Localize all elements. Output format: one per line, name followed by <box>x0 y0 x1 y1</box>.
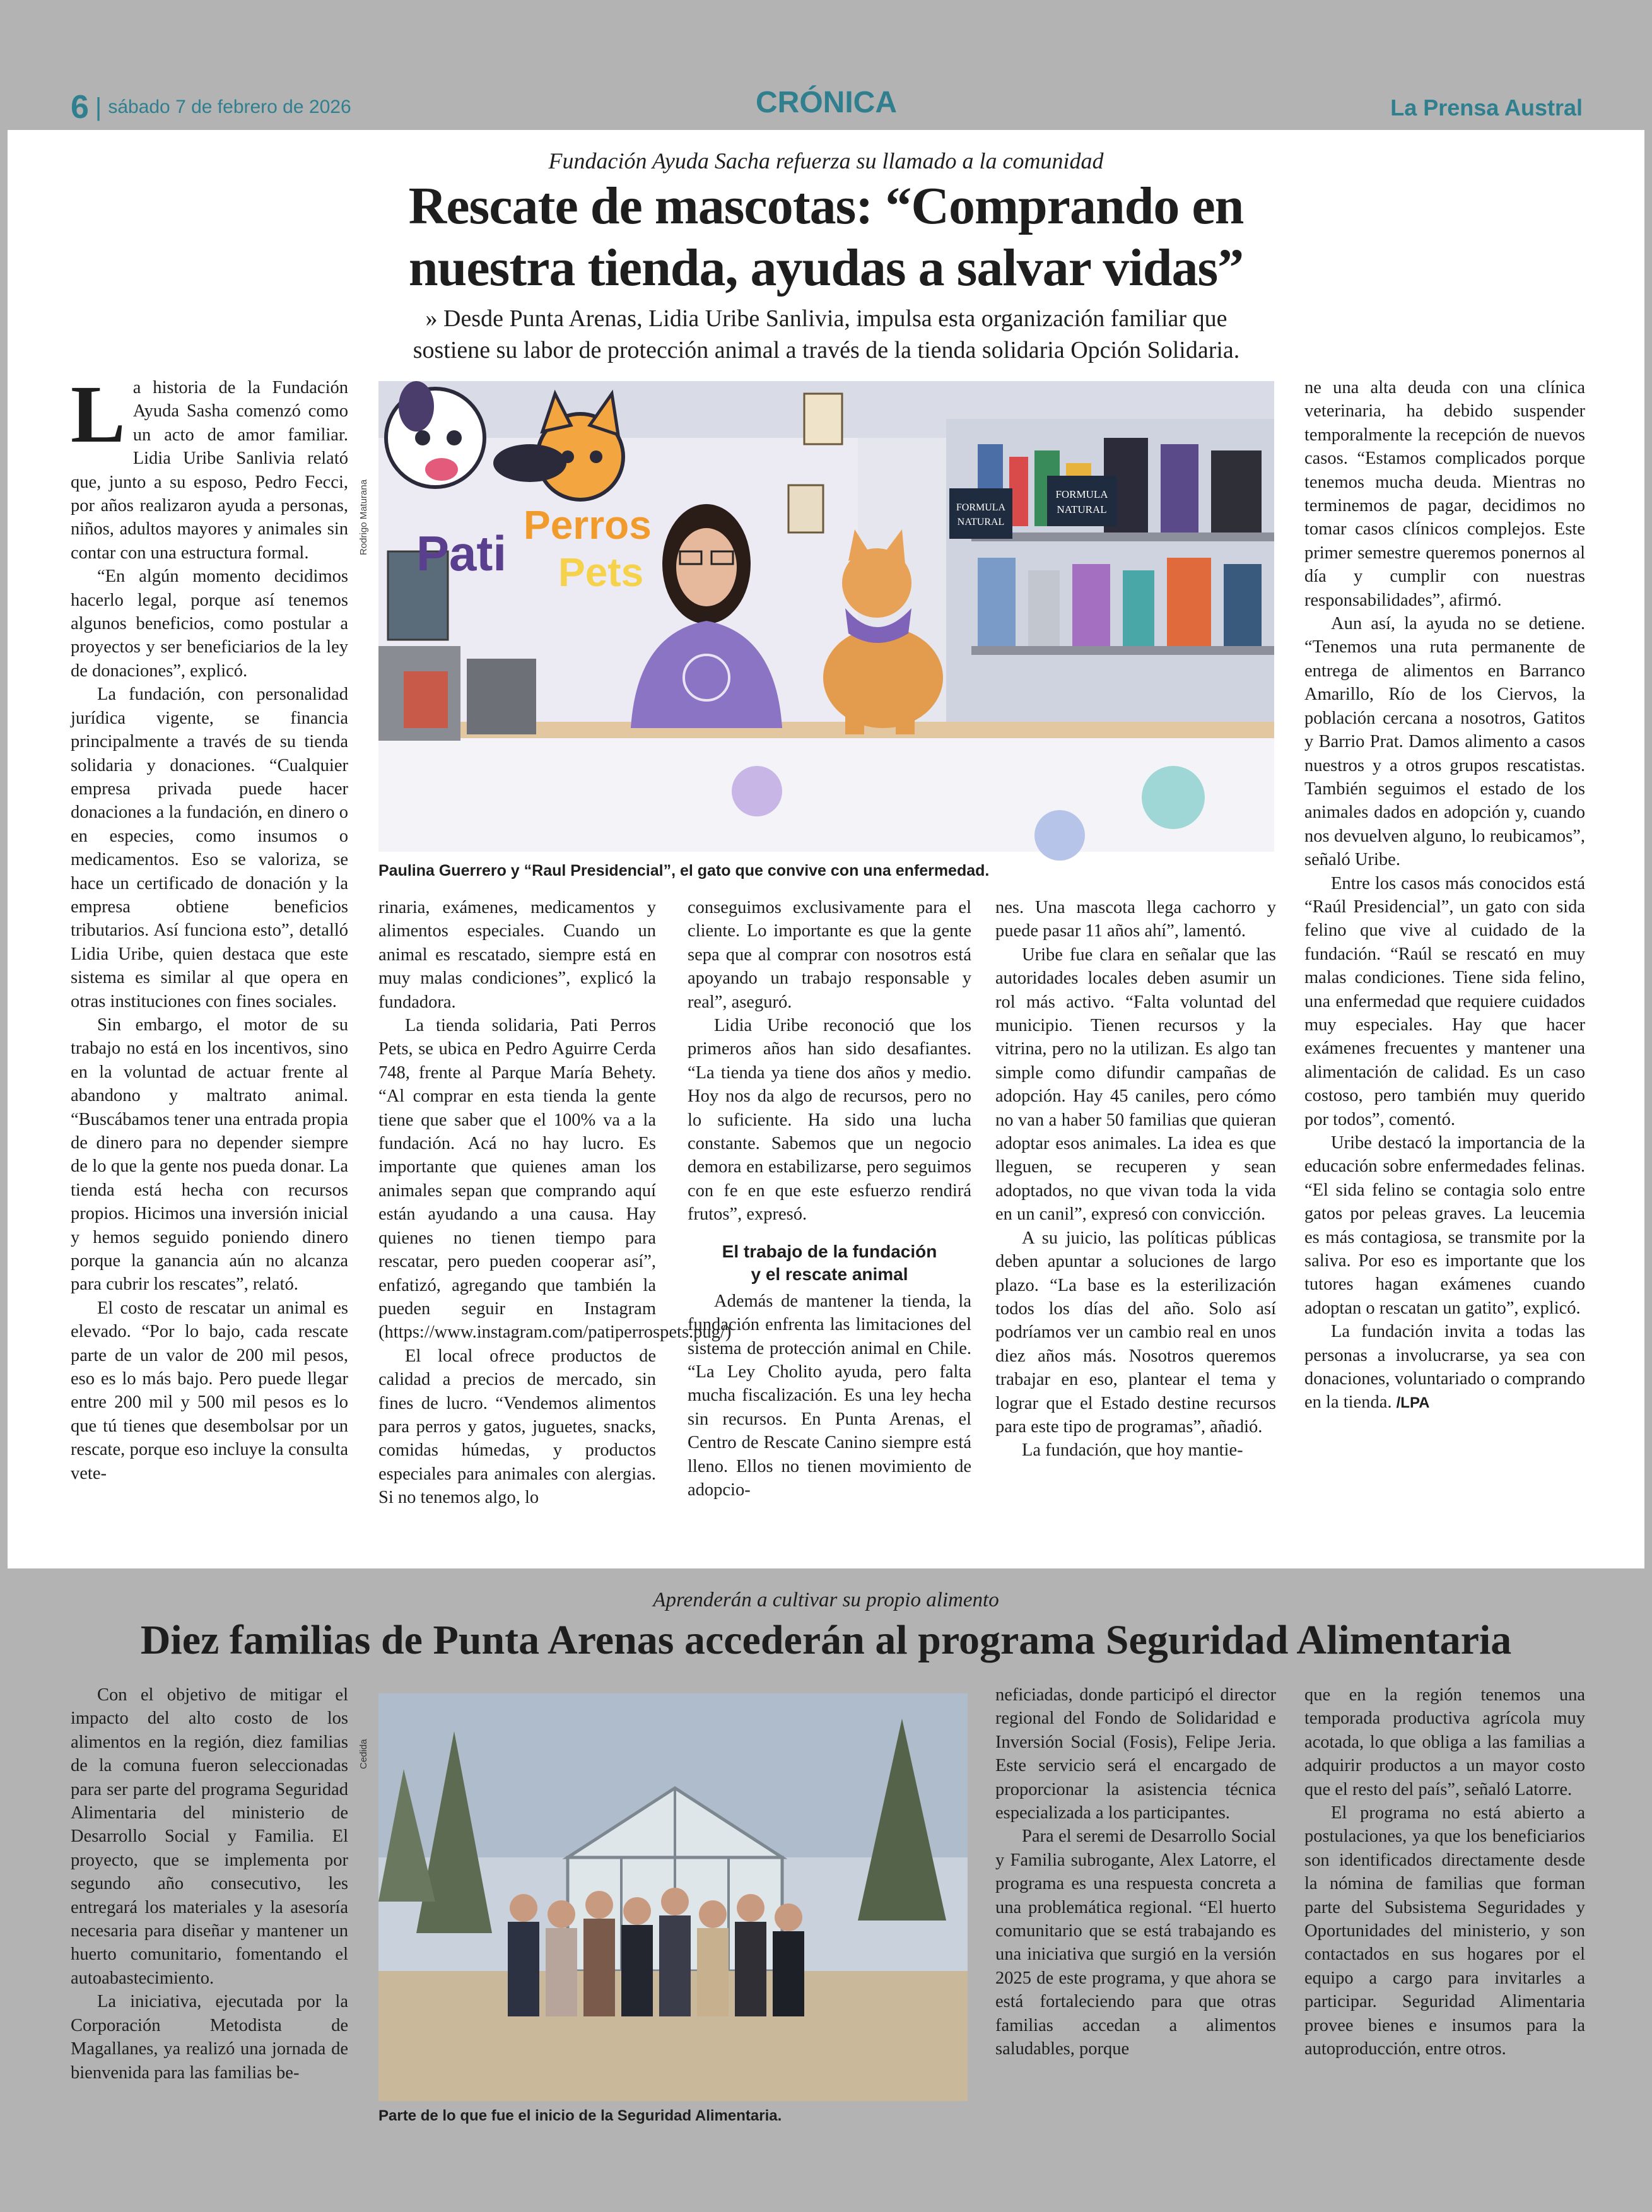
paragraph: Para el seremi de Desarrollo Social y Familia subrogante, Alex Latorre, el programa es una respuesta concreta a una problemática regional. “El huerto comunitario que se está trabajando es una iniciativa que surgió en la versión 2025 de este programa, y que ahora se está fortaleciendo para que otras familias accedan a alimentos saludables, porque <box>995 1827 1276 2059</box>
paragraph <box>71 369 348 565</box>
paragraph: neficiadas, donde participó el director regional del Fondo de Solidaridad e Inversión Social (Fosis), Felipe Jeria. Este servicio será el encargado de proporcionar la asistencia técnica especializada a los participantes. <box>995 1685 1276 1823</box>
subheading-line: y el rescate animal <box>751 1264 908 1284</box>
product-label: NATURAL <box>957 517 1005 527</box>
page-number: 6 <box>71 89 89 126</box>
paragraph-text: a historia de la Fundación Ayuda Sasha comenzó como un acto de amor familiar. Lidia Uribe Sanlivia relató que, junto a su esposo, Pedro Fecci, por años realizaron ayuda a personas, niños, adultos mayores y animales sin contar con una estructura formal. <box>71 378 348 563</box>
paragraph: que en la región tenemos una temporada productiva agrícola muy acotada, lo que obliga a las familias a adquirir productos a un mayor costo que el resto del país”, señaló Latorre. <box>1304 1685 1585 1799</box>
article2-column-1 <box>71 1683 348 2125</box>
article2-kicker: Aprenderán a cultivar su propio alimento <box>653 1589 999 1611</box>
headline-line-2: nuestra tienda, ayudas a salvar vidas” <box>408 238 1244 297</box>
photo-credit: Rodrigo Maturana <box>358 479 369 555</box>
paragraph: El costo de rescatar un animal es elevado. “Por lo bajo, cada rescate parte de un valor de 200 mil pesos, eso es lo más bajo. Pero puede llegar entre 200 mil y 500 mil pesos es lo que tú tienes que desembolsar por un rescate, porque eso incluye la consulta vete- <box>71 1298 348 1483</box>
paragraph-text: La fundación invita a todas las personas a involucrarse, ya sea con donaciones, voluntariado o comprando en la tienda. <box>1304 1322 1585 1413</box>
article2-column-3 <box>1304 1683 1585 2125</box>
paragraph: El local ofrece productos de calidad a precios de mercado, sin fines de lucro. “Vendemos alimentos para perros y gatos, juguetes, snacks, comidas húmedas, y productos especiales para animales con alergias. Si no tenemos algo, lo <box>378 1346 656 1508</box>
paragraph: La iniciativa, ejecutada por la Corporación Metodista de Magallanes, ya realizó una jornada de bienvenida para las familias be- <box>71 1992 348 2083</box>
paragraph: Sin embargo, el motor de su trabajo no está en los incentivos, sino en la voluntad de actuar frente al abandono y maltrato animal. “Buscábamos tener una entrada propia de dinero para no depender siempre de lo que la gente nos pueda donar. La tienda está hecha con recursos propios. Hicimos una inversión inicial y hemos seguido poniendo dinero porque la ganancia aún no alcanza para cubrir los rescates”, relató. <box>71 1015 348 1295</box>
article1-column-2 <box>378 896 732 1565</box>
article2-photo <box>378 1693 968 2101</box>
article1-photo <box>378 381 1274 852</box>
drop-cap: L <box>71 369 126 460</box>
logo-text: Pets <box>558 550 644 595</box>
paragraph: Con el objetivo de mitigar el impacto del alto costo de los alimentos en la región, diez familias de la comuna fueron seleccionadas para ser parte del programa Seguridad Alimentaria del ministerio de Desarrollo Social y Familia. El proyecto, que se implementa por segundo año consecutivo, les entregará los materiales y la asesoría necesaria para diseñar y mantener un huerto comunitario, fomentando el autoabastecimiento. <box>71 1685 348 1988</box>
photo-credit: Cedida <box>358 1739 369 1769</box>
paragraph: Además de mantener la tienda, la fundación enfrenta las limitaciones del sistema de protección animal en Chile. “La Ley Cholito ayuda, pero falta mucha fiscalización. Es una ley hecha sin recursos. En Punta Arenas, el Centro de Rescate Canino siempre está lleno. Ellos no tienen movimiento de adopcio- <box>688 1291 971 1500</box>
shop-photo <box>378 381 1274 852</box>
article1-lead <box>189 303 1463 366</box>
logo-text: Perros <box>524 502 652 548</box>
article1-kicker: Fundación Ayuda Sacha refuerza su llamado a la comunidad <box>548 148 1104 174</box>
paragraph: “En algún momento decidimos hacerlo legal, porque así tenemos algunos beneficios, como postular a proyectos y ser beneficiarios de la ley de donaciones”, explicó. <box>71 567 348 681</box>
paragraph: rinaria, exámenes, medicamentos y alimentos especiales. Cuando un animal es rescatado, siempre está en muy malas condiciones”, explicó la fundadora. <box>378 898 656 1012</box>
page-header-left <box>71 88 351 126</box>
logo-text: Pati <box>416 526 507 581</box>
publication-name: La Prensa Austral <box>1390 95 1583 121</box>
paragraph: A su juicio, las políticas públicas deben apuntar a soluciones de largo plazo. “La base es la esterilización todos los días del año. Solo así podríamos ver un cambio real en unos diez años más. Nosotros queremos trabajar en eso, plantear el tema y lograr que el Estado destine recursos para este tipo de programas”, añadió. <box>995 1228 1276 1437</box>
subheading <box>688 1240 971 1286</box>
headline-line-1: Rescate de mascotas: “Comprando en <box>408 177 1244 235</box>
paragraph: ne una alta deuda con una clínica veterinaria, ha debido suspender temporalmente la recepción de nuevos casos. “Estamos complicados porque tenemos mucha deuda. Mientras no terminemos de pagar, decidimos no tomar casos clínicos complejos. Este primer semestre queremos ponernos al día y cumplir con nuestras responsabilidades”, afirmó. <box>1304 378 1585 610</box>
header-separator: | <box>95 93 102 121</box>
article1-column-3 <box>688 896 971 1565</box>
paragraph: El programa no está abierto a postulaciones, ya que los beneficiarios son identificados directamente desde la nómina de familias que forman parte del Subsistema Seguridades y Oportunidades del ministerio, y son contactados en sus hogares por el equipo a cargo para invitarles a participar. Seguridad Alimentaria provee bienes e insumos para la autoproducción, entre otros. <box>1304 1803 1585 2059</box>
paragraph: Entre los casos más conocidos está “Raúl Presidencial”, un gato con sida felino que vive al cuidado de la fundación. “Raúl se rescató en muy malas condiciones. Tiene sida felino, una enfermedad que requiere cuidados muy especiales. Hay que hacer exámenes frecuentes y mantener una alimentación de calidad. Es un caso costoso, pero también muy querido por todos”, comentó. <box>1304 873 1585 1129</box>
paragraph: Aun así, la ayuda no se detiene. “Tenemos una ruta permanente de entrega de alimentos en Barranco Amarillo, Río de los Ciervos, la población cercana a nosotros, Gatitos y Barrio Prat. Damos alimento a casos nuestros y a otros grupos rescatistas. También seguimos el estado de los animales dados en adopción y, cuando nos devuelven alguno, lo reubicamos”, señaló Uribe. <box>1304 614 1585 870</box>
article2-headline: Diez familias de Punta Arenas accederán al programa Seguridad Alimentaria <box>140 1617 1512 1663</box>
lead-line-1: » Desde Punta Arenas, Lidia Uribe Sanlivia, impulsa esta organización familiar que <box>425 305 1227 332</box>
paragraph: La tienda solidaria, Pati Perros Pets, se ubica en Pedro Aguirre Cerda 748, frente al Parque María Behety. “Al comprar en esta tienda la gente tiene que saber que el 100% va a la fundación. Acá no hay lucro. Es importante que quienes aman los animales sepan que comprando aquí están ayudando a una causa. Hay quienes no tienen tiempo para rescatar, pero pueden cooperar así”, enfatizó, agregando que también la pueden seguir en Instagram (https://www.instagram.com/patiperrospets.pug/) <box>378 1016 732 1343</box>
paragraph: Uribe destacó la importancia de la educación sobre enfermedades felinas. “El sida felino se contagia solo entre gatos por peleas graves. La leucemia es más contagiosa, se transmite por la saliva. Por eso es importante que los tutores hagan exámenes cuando adoptan o rescatan un gatito”, explicó. <box>1304 1133 1585 1318</box>
greenhouse-photo <box>378 1693 968 2101</box>
article1-column-1 <box>71 369 348 1562</box>
lead-line-2: sostiene su labor de protección animal a través de la tienda solidaria Opción Solidaria. <box>413 337 1240 363</box>
paragraph: conseguimos exclusivamente para el cliente. Lo importante es que la gente sepa que al comprar con nosotros está apoyando un trabajo responsable y real”, aseguró. <box>688 898 971 1012</box>
photo-caption: Paulina Guerrero y “Raul Presidencial”, el gato que convive con una enfermedad. <box>378 862 990 880</box>
subheading-line: El trabajo de la fundación <box>722 1241 937 1261</box>
article1-headline <box>0 175 1652 299</box>
article1-column-5 <box>1304 376 1585 1562</box>
product-label: NATURAL <box>1057 503 1107 515</box>
paragraph: La fundación, con personalidad jurídica vigente, se financia principalmente a través de su tienda solidaria y donaciones. “Cualquier empresa privada puede hacer donaciones a la fundación, en dinero o en especies, como insumos o medicamentos. Eso se valoriza, se hace un certificado de donación y la empresa obtiene beneficios tributarios. Así funciona esto”, detalló Lidia Uribe, quien destaca que este sistema es similar al que opera en otras instituciones con fines sociales. <box>71 685 348 1011</box>
paragraph: La fundación, que hoy mantie- <box>1022 1440 1243 1461</box>
author-signature: /LPA <box>1396 1394 1430 1412</box>
article1-column-4 <box>995 896 1276 1565</box>
paragraph <box>1304 1320 1585 1415</box>
paragraph: Uribe fue clara en señalar que las autoridades locales deben asumir un rol más activo. “Falta voluntad del municipio. Tienen recursos y la vitrina, pero no la utilizan. Es algo tan simple como difundir campañas de adopción. Hay 45 caniles, pero cómo no van a haber 50 familias que quieran adoptar esos animales. La idea es que lleguen, se recuperen y sean adoptados, no que vivan toda la vida en un canil”, expresó con convicción. <box>995 944 1276 1225</box>
section-title: CRÓNICA <box>756 86 897 119</box>
paragraph: nes. Una mascota llega cachorro y puede pasar 11 años ahí”, lamentó. <box>995 898 1276 941</box>
photo-caption: Parte de lo que fue el inicio de la Seguridad Alimentaria. <box>378 2107 782 2124</box>
article2-column-2 <box>995 1683 1276 2125</box>
issue-date: sábado 7 de febrero de 2026 <box>108 97 351 117</box>
product-label: FORMULA <box>1055 488 1108 500</box>
product-label: FORMULA <box>956 502 1006 513</box>
paragraph: Lidia Uribe reconoció que los primeros años han sido desafiantes. “La tienda ya tiene dos años y medio. Hoy nos da algo de recursos, pero no lo suficiente. Ha sido una lucha constante. Sabemos que un negocio demora en estabilizarse, pero seguimos con fe en que este esfuerzo rendirá frutos”, expresó. <box>688 1016 971 1225</box>
